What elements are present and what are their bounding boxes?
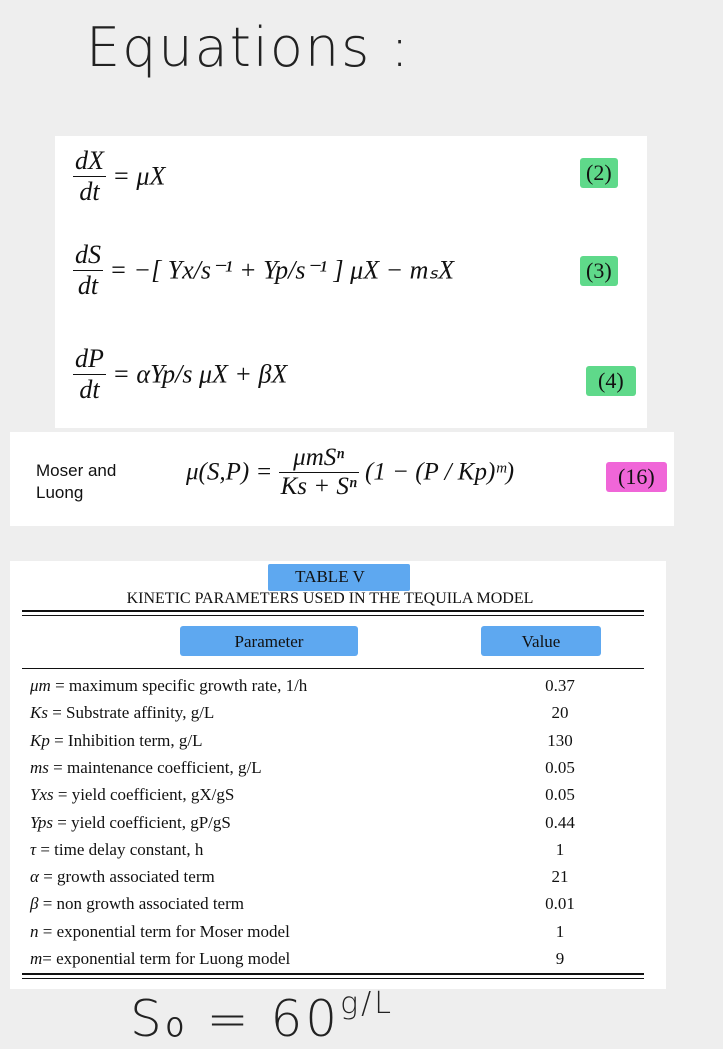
parameter-cell [30, 676, 307, 696]
moser-luong-panel [10, 432, 674, 526]
eq2-rhs: = μX [112, 161, 166, 191]
handwritten-title: Equations : [86, 16, 411, 79]
parameter-cell [30, 949, 290, 969]
parameter-symbol: Yxs [30, 785, 54, 805]
parameter-header: Parameter [234, 632, 304, 651]
value-cell: 130 [547, 730, 573, 750]
equations-panel [55, 136, 647, 428]
moser-lhs: μ(S,P) = [186, 458, 273, 486]
parameter-description: = yield coefficient, gP/gS [53, 812, 231, 832]
value-cell: 1 [555, 839, 565, 859]
moser-inhibition-factor: (1 − (P / Kp)ᵐ) [365, 458, 515, 486]
parameter-description: = exponential term for Luong model [42, 949, 291, 968]
parameter-cell [30, 758, 262, 778]
parameter-description: = Substrate affinity, g/L [47, 703, 215, 723]
moser-denominator: Ks + Sⁿ [280, 473, 357, 500]
bottom-rule-2 [22, 978, 644, 979]
parameter-symbol: Kp [30, 730, 50, 750]
parameter-cell [30, 922, 290, 942]
equation-4 [73, 344, 287, 405]
table-number: TABLE V [295, 567, 365, 586]
table-row [30, 703, 630, 730]
header-rule [22, 668, 644, 669]
parameter-cell [30, 867, 215, 887]
table-row [30, 949, 630, 976]
parameter-cell [30, 785, 234, 805]
table-caption: KINETIC PARAMETERS USED IN THE TEQUILA MODEL [126, 590, 534, 607]
eq4-rhs: = αYp/s μX + βX [112, 359, 288, 389]
top-rule-1 [22, 610, 644, 612]
parameter-symbol: μm [30, 676, 51, 695]
parameter-description: = yield coefficient, gX/gS [53, 785, 235, 805]
parameter-description: = time delay constant, h [36, 839, 204, 859]
moser-luong-label [36, 460, 116, 504]
value-cell: 20 [551, 703, 569, 723]
parameter-symbol: α [30, 867, 39, 887]
moser-label-line1: Moser and [36, 461, 117, 480]
eq3-tag: (3) [580, 256, 618, 286]
value-cell: 21 [551, 867, 569, 887]
parameter-symbol: n [30, 921, 39, 941]
value-cell: 0.01 [545, 894, 575, 914]
parameter-description: = maintenance coefficient, g/L [48, 757, 262, 777]
value-cell: 0.05 [545, 757, 575, 777]
parameter-description: = growth associated term [38, 867, 215, 887]
parameter-cell [30, 894, 244, 914]
parameter-cell [30, 840, 203, 860]
eq2-lhs-denominator: dt [79, 177, 100, 206]
eq4-lhs-denominator: dt [79, 375, 100, 404]
handwritten-initial-condition [130, 986, 394, 1048]
equation-2 [73, 146, 165, 207]
eq3-lhs-numerator: dS [75, 240, 101, 269]
parameter-description: = maximum specific growth rate, 1/h [50, 676, 308, 695]
value-header: Value [521, 632, 561, 651]
table-row [30, 731, 630, 758]
parameter-symbol: τ [30, 839, 37, 859]
table-row [30, 922, 630, 949]
value-cell: 1 [555, 921, 565, 941]
initial-condition-unit: g/L [340, 986, 394, 1021]
table-row [30, 894, 630, 921]
value-cell: 0.05 [545, 785, 575, 805]
table-row [30, 813, 630, 840]
moser-numerator: μmSⁿ [279, 444, 359, 473]
parameter-symbol: Ks [30, 703, 48, 723]
moser-luong-equation [186, 444, 514, 501]
eq3-lhs-denominator: dt [77, 271, 99, 300]
parameter-description: = Inhibition term, g/L [49, 730, 203, 750]
parameter-cell [30, 703, 214, 723]
table-row [30, 758, 630, 785]
parameter-cell [30, 813, 231, 833]
table-row [30, 840, 630, 867]
kinetic-parameters-table [10, 561, 666, 989]
value-cell: 0.44 [545, 812, 575, 832]
parameter-symbol: m [30, 949, 43, 968]
top-rule-2 [22, 615, 644, 616]
eq3-rhs: = −[ Yx/s⁻¹ + Yp/s⁻¹ ] μX − mₛX [109, 255, 454, 285]
eq4-tag: (4) [586, 366, 636, 396]
eq2-tag: (2) [580, 158, 618, 188]
parameter-description: = non growth associated term [38, 894, 244, 914]
value-cell: 0.37 [545, 676, 575, 695]
table-row [30, 867, 630, 894]
parameter-cell [30, 731, 203, 751]
table-row [30, 676, 630, 703]
eq16-tag: (16) [606, 462, 667, 492]
eq4-lhs-numerator: dP [75, 344, 104, 373]
bottom-rule-1 [22, 973, 644, 975]
parameter-symbol: Yps [30, 812, 54, 832]
parameter-description: = exponential term for Moser model [38, 921, 290, 941]
initial-condition-value: S₀ = 60 [130, 990, 341, 1048]
parameter-symbol: β [30, 894, 39, 914]
eq2-lhs-numerator: dX [75, 146, 104, 175]
value-cell: 9 [555, 949, 565, 968]
parameter-symbol: ms [30, 757, 49, 777]
moser-label-line2: Luong [36, 483, 84, 502]
table-row [30, 785, 630, 812]
equation-3 [73, 240, 454, 301]
